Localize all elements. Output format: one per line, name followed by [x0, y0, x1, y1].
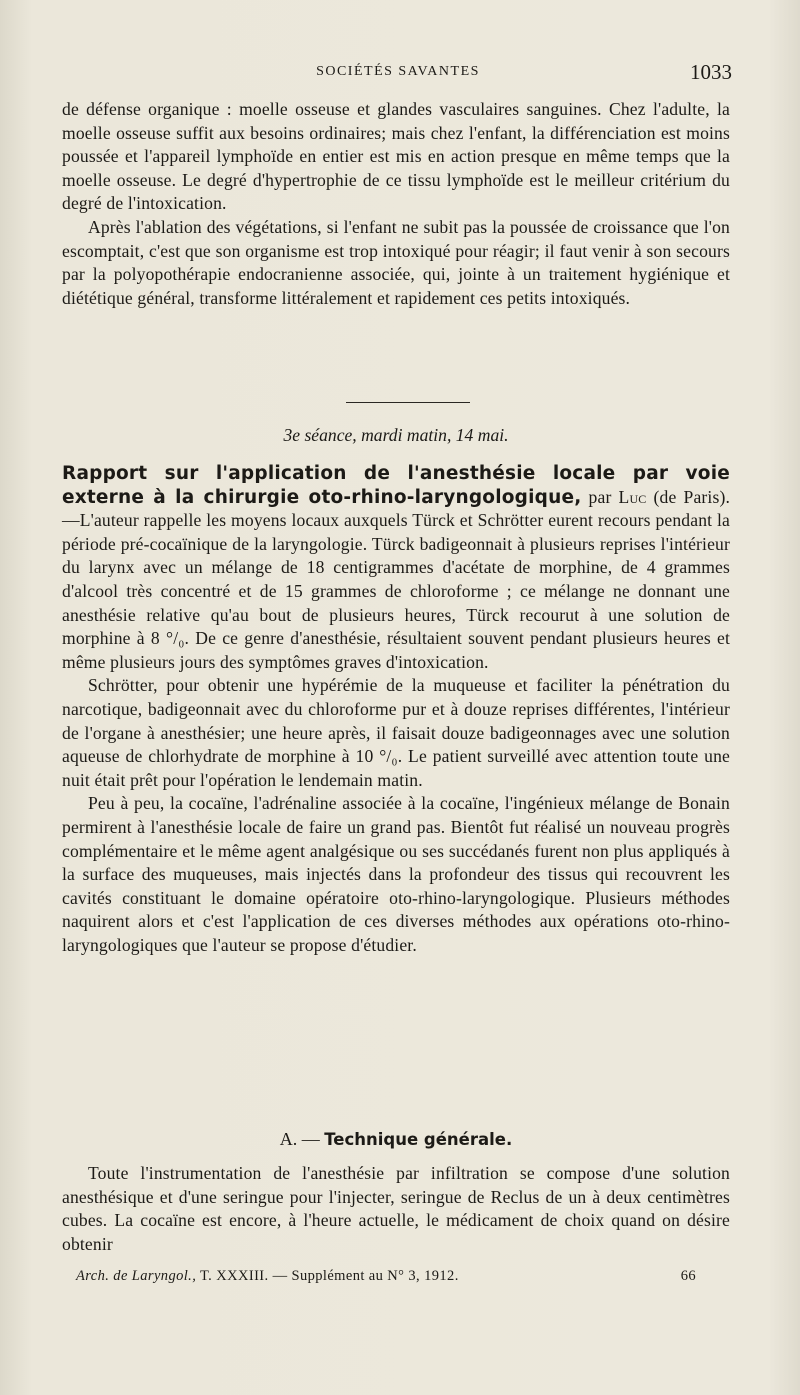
text-block-top — [62, 98, 730, 310]
seance-heading: 3e séance, mardi matin, 14 mai. — [283, 425, 509, 445]
page-number: 1033 — [690, 60, 732, 84]
paragraph-continued: de défense organique : moelle osseuse et glandes vasculaires sanguines. Chez l'adulte, la moelle osseuse suffit aux besoins ordinaires; mais chez l'enfant, la différenciation est moins poussée et l'appareil lymphoïde en entier est mis en action presque en même temps que la moelle osseuse. Le degré d'hypertrophie de ce tissu lymphoïde est le meilleur critérium du degré de l'intoxication. — [62, 99, 730, 214]
paragraph-technique: Toute l'instrumentation de l'anesthésie par infiltration se compose d'une solution anesthésique et d'une seringue pour l'injecter, seringue de Reclus de un à deux centimètres cubes. La cocaïne est encore, à l'heure actuelle, le médicament de choix quand on désire obtenir — [62, 1163, 730, 1254]
page-header — [64, 60, 732, 90]
footer-sheet-number: 66 — [680, 1268, 696, 1284]
report-author-prefix: par — [581, 486, 619, 507]
section-title: Technique générale. — [324, 1130, 513, 1149]
running-title: SOCIÉTÉS SAVANTES — [316, 64, 480, 79]
report-paragraph-intro — [62, 462, 730, 674]
paragraph-schrotter: Schrötter, pour obtenir une hypérémie de la muqueuse et faciliter la pénétration du narcotique, badigeonnait avec du chloroforme pur et à douze reprises différentes, l'intérieur de l'organe à anesthésier; une heure après, il faisait douze badigeonnages avec une solution aqueuse de chlorhydrate de morphine à 10 °/₀. Le patient surveillé avec attention toute une nuit était prêt pour l'opération le lendemain matin. — [62, 675, 730, 790]
report-block — [62, 462, 730, 957]
text-block-bottom — [62, 1162, 730, 1256]
section-letter: A. — — [279, 1129, 325, 1149]
report-intro-text: L'auteur rappelle les moyens locaux auxquels Türck et Schrötter eurent recours pendant la période pré-cocaïnique de la laryngologie. Türck badigeonnait à plusieurs reprises l'intérieur du larynx avec un mélange de 18 centigrammes d'acétate de morphine, de 4 grammes d'alcool très concentré et de 15 grammes de chloroforme ; ce mélange ne donnant une anesthésie relative qu'au bout de plusieurs heures, Türck recourut à une solution de morphine à 8 °/₀. De ce genre d'anesthésie, résultaient souvent pendant plusieurs heures et même plusieurs jours des symptômes graves d'intoxication. — [62, 510, 730, 672]
paragraph-cocaine: Peu à peu, la cocaïne, l'adrénaline associée à la cocaïne, l'ingénieux mélange de Bonain permirent à l'anesthésie locale de faire un grand pas. Bientôt fut réalisé un nouveau progrès complémentaire et le même agent analgésique ou ses succédanés furent non plus appliqués à la surface des muqueuses, mais injectés dans la profondeur des tissus qui recouvrent les cavités constituant le domaine opératoire oto-rhino-laryngologique. Plusieurs méthodes naquirent alors et c'est l'application de ces diverses méthodes aux opérations oto-rhino-laryngologiques que l'auteur se propose d'étudier. — [62, 793, 730, 955]
paragraph-vegetations: Après l'ablation des végétations, si l'enfant ne subit pas la poussée de croissance que l'on escomptait, c'est que son organisme est trop intoxiqué pour réagir; il faut venir à son secours par la polyopothérapie endocranienne associée, qui, jointe à un traitement hygiénique et diététique général, transforme littéralement et rapidement ces petits intoxiqués. — [62, 216, 730, 308]
section-heading — [62, 1129, 730, 1150]
footer-citation — [76, 1268, 459, 1285]
footer-journal: Arch. de Laryngol., — [76, 1268, 197, 1284]
report-author-location: (de Paris). — — [62, 486, 730, 531]
page-footer — [76, 1268, 696, 1285]
footer-volume: T. XXXIII. — Supplément au N° 3, 1912. — [196, 1268, 459, 1284]
report-title: Rapport sur l'application de l'anesthésie locale par voie externe à la chirurgie oto-rhino-laryngologique, — [62, 463, 730, 508]
section-divider — [346, 402, 470, 403]
report-author: Luc — [618, 486, 647, 507]
